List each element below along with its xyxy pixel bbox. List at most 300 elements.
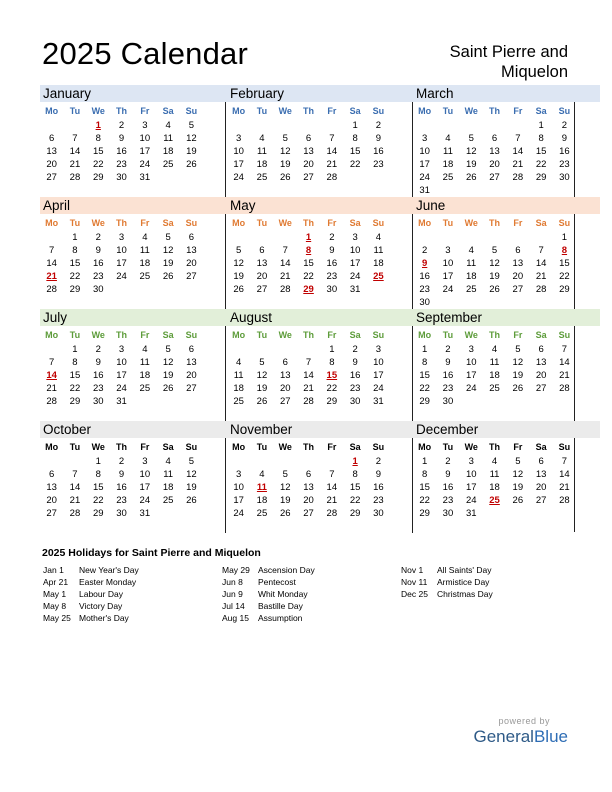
month-name: April: [40, 197, 227, 214]
holiday-day: 14: [46, 370, 57, 381]
empty-cell: [483, 119, 506, 132]
holiday-entry: [43, 588, 139, 600]
week-row: [40, 455, 227, 468]
weekday-header: [40, 440, 227, 455]
day-cell: 12: [162, 357, 174, 368]
week-row: [40, 257, 227, 270]
day-cell: 7: [515, 133, 521, 144]
week-row: [227, 468, 414, 481]
day-cell: 21: [69, 159, 81, 170]
month-name: December: [413, 421, 600, 438]
day-cell: 24: [442, 284, 454, 295]
empty-cell: [483, 395, 506, 408]
week-row: [227, 270, 414, 283]
empty-cell: [156, 395, 179, 408]
holiday-date: May 8: [43, 601, 67, 611]
day-cell: 28: [46, 284, 57, 295]
week-row: [413, 382, 600, 395]
day-cell: 2: [561, 120, 568, 131]
day-cell: 14: [279, 258, 291, 269]
day-cell: 21: [535, 271, 547, 282]
week-row: [413, 507, 600, 520]
day-cell: 16: [373, 146, 384, 157]
holiday-name: Assumption: [258, 613, 303, 623]
day-cell: 3: [142, 120, 148, 131]
day-cell: 16: [116, 146, 127, 157]
day-cell: 9: [375, 133, 382, 144]
holiday-day: 8: [561, 245, 568, 256]
holiday-column-1: [43, 564, 139, 624]
day-cell: 5: [515, 456, 521, 467]
day-cell: 30: [116, 508, 127, 519]
day-cell: 7: [305, 357, 312, 368]
day-cell: 7: [538, 245, 544, 256]
day-cell: 5: [259, 357, 265, 368]
day-cell: 28: [535, 284, 547, 295]
day-cell: 24: [465, 495, 477, 506]
day-cell: 2: [422, 245, 428, 256]
day-cell: 21: [326, 495, 338, 506]
day-cell: 28: [69, 172, 81, 183]
holiday-name: Armistice Day: [437, 577, 490, 587]
day-cell: 31: [349, 284, 361, 295]
day-cell: 4: [259, 133, 265, 144]
weekday-label: Tu: [69, 330, 81, 340]
weekday-label: Th: [116, 218, 128, 228]
day-cell: 13: [46, 146, 57, 157]
holiday-name: New Year's Day: [79, 565, 139, 575]
empty-cell: [460, 395, 483, 408]
day-cell: 15: [92, 146, 104, 157]
day-cell: 27: [256, 284, 268, 295]
weekday-header: [40, 216, 227, 231]
day-cell: 29: [419, 396, 430, 407]
day-cell: 27: [186, 271, 197, 282]
day-cell: 20: [46, 495, 57, 506]
empty-cell: [460, 184, 483, 197]
weekday-label: Mo: [232, 218, 246, 228]
day-cell: 1: [561, 232, 568, 243]
weekday-label: Th: [116, 442, 128, 452]
weekday-label: Tu: [256, 218, 268, 228]
holiday-date: Apr 21: [43, 577, 69, 587]
day-cell: 30: [442, 396, 454, 407]
day-cell: 15: [559, 258, 570, 269]
day-cell: 27: [535, 495, 547, 506]
empty-cell: [156, 171, 179, 184]
holiday-name: Christmas Day: [437, 589, 493, 599]
day-cell: 15: [535, 146, 547, 157]
day-cell: 28: [69, 508, 81, 519]
weekday-label: Sa: [162, 330, 174, 340]
month-february: [227, 85, 414, 197]
week-row: [227, 283, 414, 296]
day-cell: 26: [279, 172, 291, 183]
holiday-day: 1: [352, 456, 358, 467]
month-april: [40, 197, 227, 309]
weekday-label: Tu: [256, 330, 268, 340]
weekday-label: Th: [303, 330, 315, 340]
day-cell: 29: [326, 396, 338, 407]
empty-cell: [40, 231, 63, 244]
weekday-label: Sa: [349, 106, 361, 116]
day-cell: 24: [419, 172, 430, 183]
month-name: October: [40, 421, 227, 438]
day-cell: 14: [512, 146, 524, 157]
week-row: [40, 468, 227, 481]
weekday-label: Fr: [140, 442, 150, 452]
day-cell: 4: [259, 469, 265, 480]
day-cell: 29: [349, 508, 361, 519]
week-row: [40, 244, 227, 257]
day-cell: 7: [49, 357, 55, 368]
day-cell: 17: [373, 370, 384, 381]
day-cell: 29: [69, 284, 81, 295]
day-cell: 27: [186, 383, 197, 394]
empty-cell: [274, 231, 297, 244]
weekday-header: [227, 216, 414, 231]
day-cell: 16: [116, 482, 127, 493]
day-cell: 1: [329, 344, 335, 355]
day-cell: 12: [279, 482, 291, 493]
weekday-header: [413, 328, 600, 343]
empty-cell: [297, 455, 320, 468]
day-cell: 21: [559, 370, 570, 381]
day-cell: 13: [256, 258, 268, 269]
day-cell: 17: [116, 370, 127, 381]
empty-cell: [250, 231, 273, 244]
holiday-name: Ascension Day: [258, 565, 315, 575]
day-cell: 6: [491, 133, 498, 144]
day-cell: 3: [468, 456, 474, 467]
week-row: [413, 283, 600, 296]
holiday-day: 21: [46, 271, 57, 282]
day-cell: 22: [419, 383, 430, 394]
day-cell: 2: [118, 456, 125, 467]
holiday-entry: [401, 588, 493, 600]
weekday-label: Su: [558, 330, 571, 340]
holiday-name: Easter Monday: [79, 577, 137, 587]
empty-cell: [529, 507, 552, 520]
empty-cell: [483, 507, 506, 520]
day-cell: 13: [489, 146, 500, 157]
day-cell: 23: [373, 159, 384, 170]
empty-cell: [506, 395, 529, 408]
day-cell: 28: [512, 172, 524, 183]
weekday-label: Su: [372, 218, 385, 228]
weekday-header: [227, 104, 414, 119]
day-cell: 2: [375, 456, 382, 467]
day-cell: 27: [535, 383, 547, 394]
day-cell: 10: [465, 469, 477, 480]
day-cell: 11: [443, 146, 453, 157]
day-cell: 19: [465, 159, 477, 170]
day-cell: 18: [373, 258, 384, 269]
month-august: [227, 309, 414, 421]
weekday-label: Su: [372, 330, 385, 340]
empty-cell: [553, 507, 576, 520]
weekday-label: Fr: [327, 106, 337, 116]
day-cell: 8: [95, 469, 101, 480]
empty-cell: [274, 455, 297, 468]
day-cell: 30: [116, 172, 127, 183]
day-cell: 9: [118, 469, 125, 480]
day-cell: 23: [559, 159, 570, 170]
day-cell: 8: [72, 245, 78, 256]
holiday-date: Jun 8: [222, 577, 243, 587]
day-cell: 23: [419, 284, 430, 295]
weekday-label: Fr: [513, 330, 523, 340]
day-cell: 18: [256, 495, 268, 506]
day-cell: 1: [352, 120, 358, 131]
empty-cell: [156, 507, 179, 520]
day-cell: 17: [139, 146, 151, 157]
weekday-label: We: [278, 442, 292, 452]
weekday-label: Su: [558, 106, 571, 116]
day-cell: 12: [512, 357, 524, 368]
day-cell: 11: [257, 146, 267, 157]
day-cell: 16: [349, 370, 361, 381]
holiday-name: Labour Day: [79, 589, 123, 599]
day-cell: 18: [233, 383, 244, 394]
day-cell: 13: [186, 245, 197, 256]
week-row: [413, 468, 600, 481]
generalblue-logo: powered by GeneralBlue: [473, 716, 568, 746]
day-cell: 12: [256, 370, 268, 381]
week-row: [40, 145, 227, 158]
week-row: [413, 343, 600, 356]
weekday-label: Fr: [327, 218, 337, 228]
day-cell: 4: [142, 232, 148, 243]
day-cell: 6: [188, 344, 195, 355]
day-cell: 1: [95, 456, 101, 467]
empty-cell: [413, 119, 436, 132]
day-cell: 23: [349, 383, 361, 394]
week-row: [40, 158, 227, 171]
empty-cell: [180, 507, 203, 520]
weekday-label: Mo: [45, 442, 59, 452]
day-cell: 2: [118, 120, 125, 131]
day-cell: 31: [465, 508, 477, 519]
weekday-label: Tu: [442, 330, 454, 340]
day-cell: 17: [116, 258, 127, 269]
day-cell: 20: [535, 370, 547, 381]
day-cell: 22: [559, 271, 570, 282]
day-cell: 29: [559, 284, 570, 295]
holiday-date: Aug 15: [222, 613, 249, 623]
day-cell: 6: [305, 469, 312, 480]
day-cell: 29: [419, 508, 430, 519]
day-cell: 22: [349, 159, 361, 170]
day-cell: 8: [352, 469, 358, 480]
empty-cell: [227, 231, 250, 244]
empty-cell: [343, 171, 366, 184]
day-cell: 3: [445, 245, 451, 256]
holiday-entry: [222, 576, 315, 588]
weekday-label: We: [464, 442, 478, 452]
day-cell: 26: [279, 508, 291, 519]
empty-cell: [483, 231, 506, 244]
day-cell: 26: [233, 284, 244, 295]
empty-cell: [460, 296, 483, 309]
day-cell: 17: [233, 159, 244, 170]
quarter-row: [40, 197, 575, 309]
day-cell: 17: [419, 159, 430, 170]
holidays-title: 2025 Holidays for Saint Pierre and Miquelon: [42, 547, 261, 559]
day-cell: 27: [279, 396, 291, 407]
weekday-label: Mo: [418, 330, 432, 340]
day-cell: 23: [442, 495, 454, 506]
empty-cell: [297, 343, 320, 356]
weekday-label: Th: [303, 218, 315, 228]
day-cell: 29: [69, 396, 81, 407]
weekday-label: Th: [116, 330, 128, 340]
day-cell: 24: [349, 271, 361, 282]
day-cell: 1: [72, 344, 78, 355]
week-row: [413, 184, 600, 197]
month-name: September: [413, 309, 600, 326]
weekday-header: [40, 104, 227, 119]
week-row: [227, 244, 414, 257]
day-cell: 19: [162, 258, 174, 269]
day-cell: 7: [282, 245, 288, 256]
day-cell: 29: [92, 172, 104, 183]
week-row: [227, 231, 414, 244]
day-cell: 9: [445, 469, 451, 480]
empty-cell: [553, 184, 576, 197]
empty-cell: [483, 296, 506, 309]
day-cell: 18: [162, 146, 174, 157]
day-cell: 27: [46, 508, 57, 519]
day-cell: 27: [303, 508, 314, 519]
weekday-label: Th: [489, 442, 501, 452]
day-cell: 10: [419, 146, 430, 157]
holiday-day: 8: [305, 245, 312, 256]
day-cell: 15: [69, 258, 81, 269]
day-cell: 24: [233, 508, 244, 519]
holiday-entry: [401, 576, 493, 588]
day-cell: 22: [303, 271, 314, 282]
day-cell: 26: [512, 495, 524, 506]
day-cell: 11: [139, 245, 150, 256]
month-name: August: [227, 309, 414, 326]
weekday-header: [413, 440, 600, 455]
empty-cell: [63, 455, 86, 468]
weekday-label: Tu: [69, 218, 81, 228]
week-row: [40, 382, 227, 395]
day-cell: 15: [303, 258, 314, 269]
holiday-entry: [222, 564, 315, 576]
day-cell: 24: [233, 172, 244, 183]
page-title: 2025 Calendar: [42, 36, 248, 71]
day-cell: 25: [233, 396, 244, 407]
day-cell: 27: [46, 172, 57, 183]
day-cell: 21: [69, 495, 81, 506]
holiday-date: Jan 1: [43, 565, 64, 575]
month-september: [413, 309, 600, 421]
day-cell: 3: [375, 344, 382, 355]
empty-cell: [436, 231, 459, 244]
day-cell: 18: [256, 159, 268, 170]
holiday-column-3: [401, 564, 493, 600]
day-cell: 8: [422, 357, 428, 368]
day-cell: 16: [92, 370, 104, 381]
weekday-label: Mo: [232, 330, 246, 340]
empty-cell: [506, 296, 529, 309]
day-cell: 12: [162, 245, 174, 256]
month-name: July: [40, 309, 227, 326]
day-cell: 30: [559, 172, 570, 183]
empty-cell: [274, 343, 297, 356]
day-cell: 3: [118, 344, 125, 355]
weekday-label: Th: [303, 106, 315, 116]
empty-cell: [40, 119, 63, 132]
week-row: [227, 171, 414, 184]
holiday-date: Nov 11: [401, 577, 428, 587]
weekday-label: Fr: [140, 218, 150, 228]
weekday-label: Sa: [535, 218, 547, 228]
empty-cell: [529, 395, 552, 408]
day-cell: 7: [72, 133, 78, 144]
day-cell: 6: [49, 133, 55, 144]
day-cell: 5: [282, 469, 288, 480]
day-cell: 13: [512, 258, 524, 269]
day-cell: 11: [489, 357, 500, 368]
empty-cell: [529, 296, 552, 309]
day-cell: 23: [442, 383, 454, 394]
holiday-entry: [43, 612, 139, 624]
week-row: [227, 132, 414, 145]
empty-cell: [436, 184, 459, 197]
day-cell: 24: [465, 383, 477, 394]
day-cell: 17: [349, 258, 361, 269]
quarter-row: [40, 309, 575, 421]
day-cell: 19: [233, 271, 244, 282]
day-cell: 21: [326, 159, 338, 170]
day-cell: 23: [92, 271, 104, 282]
weekday-label: We: [278, 106, 292, 116]
day-cell: 3: [468, 344, 474, 355]
day-cell: 11: [373, 245, 384, 256]
empty-cell: [506, 231, 529, 244]
day-cell: 5: [165, 232, 171, 243]
weekday-label: Fr: [513, 442, 523, 452]
day-cell: 3: [352, 232, 358, 243]
day-cell: 18: [442, 159, 454, 170]
week-row: [413, 231, 600, 244]
weekday-label: Su: [372, 442, 385, 452]
empty-cell: [553, 296, 576, 309]
day-cell: 9: [352, 357, 358, 368]
day-cell: 15: [349, 146, 361, 157]
holiday-name: Whit Monday: [258, 589, 308, 599]
day-cell: 16: [373, 482, 384, 493]
day-cell: 5: [282, 133, 288, 144]
day-cell: 17: [465, 482, 477, 493]
weekday-label: Mo: [232, 106, 246, 116]
weekday-label: Tu: [256, 442, 268, 452]
weekday-label: Sa: [535, 442, 547, 452]
day-cell: 3: [236, 469, 242, 480]
day-cell: 16: [442, 482, 454, 493]
holiday-day: 25: [489, 495, 500, 506]
empty-cell: [180, 171, 203, 184]
day-cell: 5: [236, 245, 242, 256]
day-cell: 30: [349, 396, 361, 407]
month-name: March: [413, 85, 600, 102]
empty-cell: [180, 283, 203, 296]
day-cell: 13: [46, 482, 57, 493]
